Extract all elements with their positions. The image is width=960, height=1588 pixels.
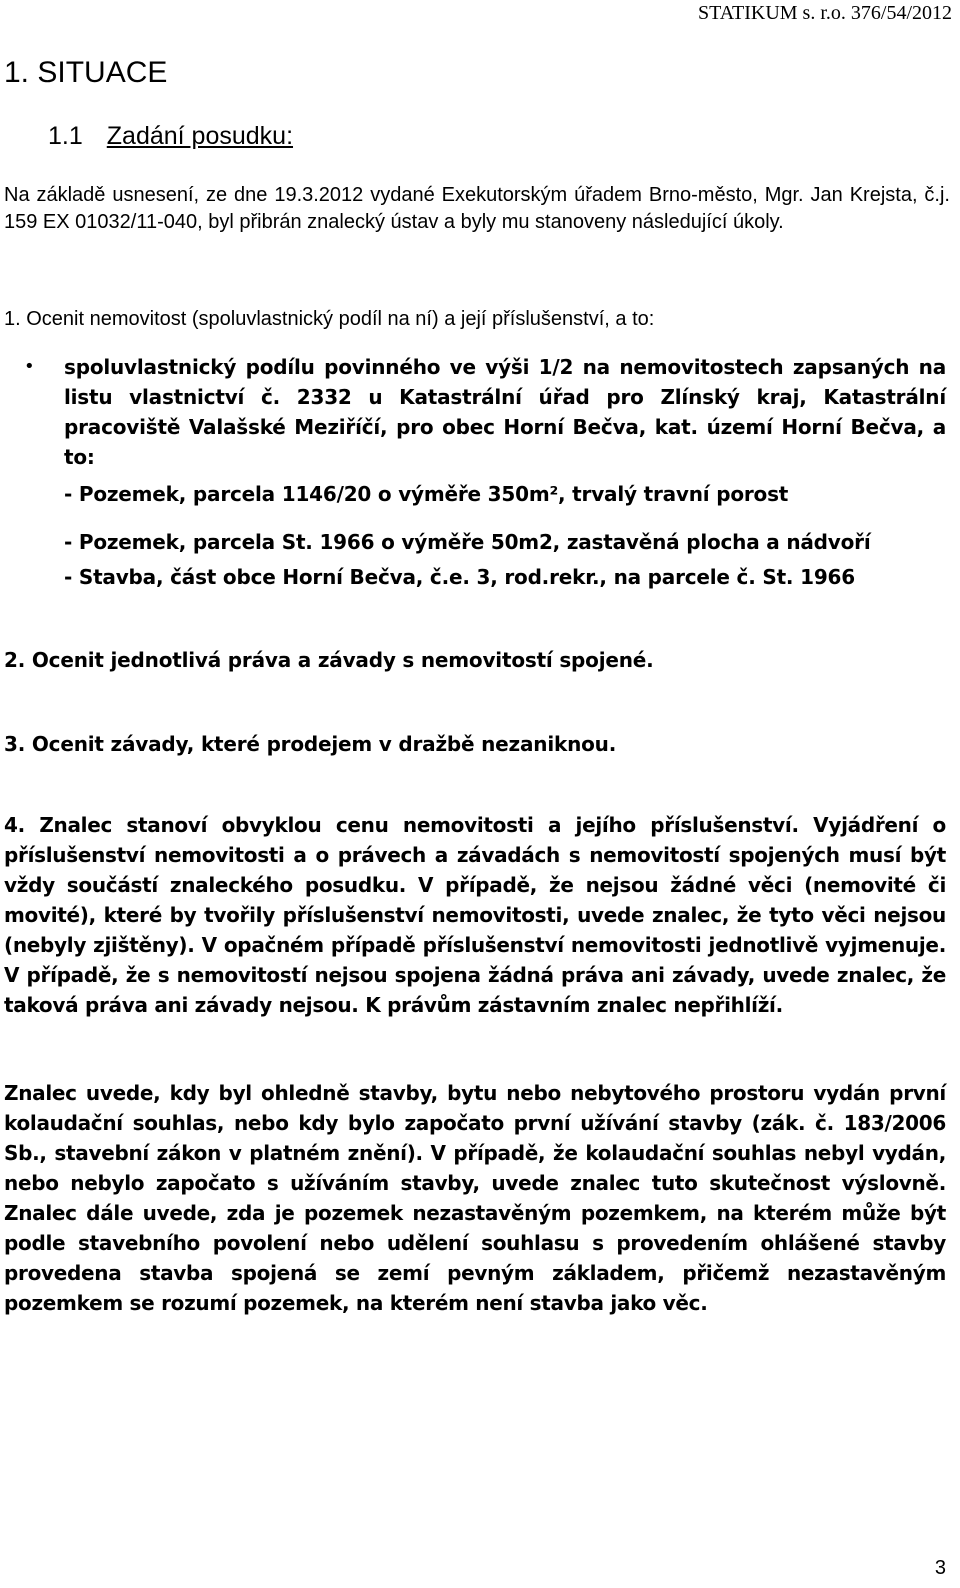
task-4-paragraph: 4. Znalec stanoví obvyklou cenu nemovitosti a jejího příslušenství. Vyjádření o příslušenství nemovitosti a o právech a závadách s nemovitostí spojených musí být vždy součástí znaleckého posudku. V případě, že nejsou žádné věci (nemovité či movité), které by tvořily příslušenství nemovitosti, uvede znalec, že tyto věci nejsou (nebyly zjištěny). V opačném případě příslušenství nemovitosti jednotlivě vyjmenuje. V případě, že s nemovitostí nejsou spojena žádná práva ani závady, uvede znalec, že taková práva ani závady nejsou. K právům zástavním znalec nepřihlíží. (4, 813, 946, 1017)
subsection-number: 1.1 (48, 122, 83, 150)
page-number: 3 (934, 1557, 946, 1579)
bullet-icon: • (24, 356, 35, 377)
task-2: 2. Ocenit jednotlivá práva a závady s nemovitostí spojené. (4, 648, 654, 672)
task-3: 3. Ocenit závady, které prodejem v dražbě nezaniknou. (4, 732, 617, 756)
task-1: 1. Ocenit nemovitost (spoluvlastnický podíl na ní) a její příslušenství, a to: (4, 308, 655, 330)
construction-paragraph: Znalec uvede, kdy byl ohledně stavby, bytu nebo nebytového prostoru vydán první kolaudační souhlas, nebo kdy bylo započato první užívání stavby (zák. č. 183/2006 Sb., stavební zákon v platném znění). V případě, že kolaudační souhlas nebyl vydán, nebo nebylo započato s užíváním stavby, uvede znalec tuto skutečnost výslovně. Znalec dále uvede, zda je pozemek nezastavěným pozemkem, na kterém může být podle stavebního povolení nebo udělení souhlasu s provedením ohlášené stavby provedena stavba spojená se zemí pevným základem, přičemž nezastavěným pozemkem se rozumí pozemek, na kterém není stavba jako věc. (4, 1081, 946, 1315)
subsection-title: Zadání posudku: (106, 122, 294, 150)
document-header: STATIKUM s. r.o. 376/54/2012 (698, 2, 952, 24)
subsection-heading (48, 122, 293, 151)
intro-paragraph: Na základě usnesení, ze dne 19.3.2012 vydané Exekutorským úřadem Brno-město, Mgr. Jan Krejsta, č.j. 159 EX 01032/11-040, byl přibrán znalecký ústav a byly mu stanoveny následující úkoly. (4, 184, 950, 233)
section-heading: 1. SITUACE (4, 56, 168, 89)
property-item: - Pozemek, parcela 1146/20 o výměře 350m², trvalý travní porost (64, 482, 789, 506)
property-item: - Stavba, část obce Horní Bečva, č.e. 3, rod.rekr., na parcele č. St. 1966 (64, 565, 855, 589)
property-item: - Pozemek, parcela St. 1966 o výměře 50m2, zastavěná plocha a nádvoří (64, 530, 871, 554)
bullet-text: spoluvlastnický podílu povinného ve výši 1/2 na nemovitostech zapsaných na listu vlastnictví č. 2332 u Katastrální úřad pro Zlínský kraj, Katastrální pracoviště Valašské Meziříčí, pro obec Horní Bečva, kat. území Horní Bečva, a to: (64, 355, 946, 469)
